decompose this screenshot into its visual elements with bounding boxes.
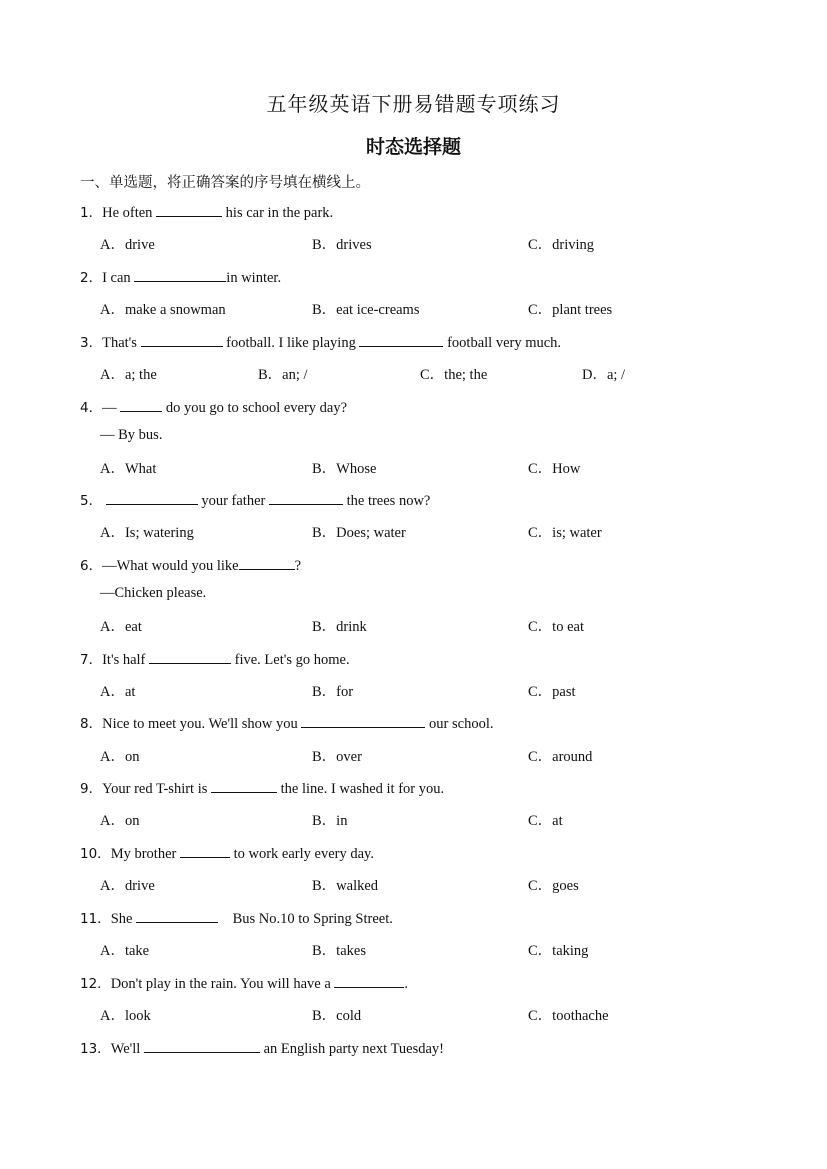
option-c[interactable]: C．plant trees [528, 302, 613, 318]
option-a[interactable]: A．at [100, 684, 136, 700]
option-b[interactable]: B．takes [312, 943, 366, 959]
answer-blank[interactable] [269, 490, 343, 505]
option-b[interactable]: B．Whose [312, 461, 377, 477]
question-number: 12． [80, 976, 111, 992]
option-b[interactable]: B．over [312, 749, 362, 765]
question-number: 4． [80, 400, 103, 416]
question-number: 2． [80, 270, 103, 286]
option-a[interactable]: A．a; the [100, 367, 157, 383]
option-a[interactable]: A．on [100, 813, 140, 829]
question-9 [80, 777, 444, 798]
option-b[interactable]: B．for [312, 684, 354, 700]
option-a[interactable]: A．drive [100, 237, 155, 253]
question-text: Your red T-shirt is [102, 781, 211, 797]
question-text: That's [102, 335, 141, 351]
question-text: to work early every day. [229, 846, 374, 862]
question-text: We'll [110, 1041, 144, 1057]
answer-blank[interactable] [156, 202, 222, 217]
question-text: I can [102, 270, 135, 286]
question-text: — [102, 400, 121, 416]
option-b[interactable]: B．drives [312, 237, 372, 253]
answer-blank[interactable] [136, 908, 218, 923]
question-6 [80, 554, 301, 575]
question-number: 5． [80, 493, 103, 509]
question-text: his car in the park. [222, 205, 334, 221]
option-c[interactable]: C．at [528, 813, 563, 829]
answer-blank[interactable] [144, 1038, 260, 1053]
question-text: your father [197, 493, 269, 509]
question-text: do you go to school every day? [162, 400, 348, 416]
question-3 [80, 331, 561, 352]
option-c[interactable]: C．is; water [528, 525, 602, 541]
option-c[interactable]: C．taking [528, 943, 589, 959]
question-text: in winter. [226, 270, 282, 286]
question-text: It's half [102, 652, 149, 668]
question-text: the line. I washed it for you. [277, 781, 445, 797]
question-text: football. I like playing [222, 335, 360, 351]
answer-blank[interactable] [106, 490, 198, 505]
page-title: 五年级英语下册易错题专项练习 [266, 92, 561, 116]
dialogue-line: — By bus. [100, 427, 163, 443]
question-number: 13． [80, 1041, 111, 1057]
question-12 [80, 972, 408, 993]
question-text: Nice to meet you. We'll show you [102, 716, 302, 732]
question-4 [80, 396, 347, 417]
option-a[interactable]: A．take [100, 943, 150, 959]
question-text: ? [294, 558, 302, 574]
question-number: 7． [80, 652, 103, 668]
question-text: . [404, 976, 409, 992]
option-b[interactable]: B．eat ice-creams [312, 302, 420, 318]
question-text: Don't play in the rain. You will have a [110, 976, 335, 992]
question-number: 1． [80, 205, 103, 221]
option-a[interactable]: A．eat [100, 619, 142, 635]
answer-blank[interactable] [301, 713, 425, 728]
option-c[interactable]: C．How [528, 461, 581, 477]
question-text: football very much. [443, 335, 562, 351]
option-a[interactable]: A．drive [100, 878, 155, 894]
question-5 [80, 489, 430, 510]
answer-blank[interactable] [120, 397, 162, 412]
question-7 [80, 648, 350, 669]
instruction: 一、单选题，将正确答案的序号填在横线上。 [80, 175, 370, 191]
option-d[interactable]: D．a; / [582, 367, 626, 383]
option-a[interactable]: A．What [100, 461, 157, 477]
question-text: Bus No.10 to Spring Street. [218, 911, 393, 927]
dialogue-line: —Chicken please. [100, 585, 207, 601]
question-number: 6． [80, 558, 103, 574]
option-a[interactable]: A．on [100, 749, 140, 765]
question-text: She [110, 911, 137, 927]
option-a[interactable]: A．look [100, 1008, 151, 1024]
option-a[interactable]: A．make a snowman [100, 302, 226, 318]
question-text: five. Let's go home. [231, 652, 350, 668]
question-1 [80, 201, 333, 222]
question-number: 10． [80, 846, 111, 862]
option-c[interactable]: C．to eat [528, 619, 584, 635]
option-b[interactable]: B．Does; water [312, 525, 406, 541]
question-text: My brother [110, 846, 180, 862]
question-text: the trees now? [342, 493, 431, 509]
question-text: an English party next Tuesday! [259, 1041, 445, 1057]
option-c[interactable]: C．the; the [420, 367, 488, 383]
question-number: 11． [80, 911, 111, 927]
option-a[interactable]: A．Is; watering [100, 525, 194, 541]
section-subtitle: 时态选择题 [365, 136, 461, 158]
option-b[interactable]: B．drink [312, 619, 367, 635]
question-text: our school. [425, 716, 494, 732]
answer-blank[interactable] [180, 843, 230, 858]
question-text: —What would you like [102, 558, 239, 574]
option-c[interactable]: C．toothache [528, 1008, 609, 1024]
question-text: He often [102, 205, 157, 221]
answer-blank[interactable] [334, 973, 404, 988]
question-10 [80, 842, 374, 863]
question-number: 3． [80, 335, 103, 351]
question-11 [80, 907, 393, 928]
option-c[interactable]: C．past [528, 684, 576, 700]
answer-blank[interactable] [149, 649, 231, 664]
option-b[interactable]: B．cold [312, 1008, 362, 1024]
question-number: 8． [80, 716, 103, 732]
answer-blank[interactable] [211, 778, 277, 793]
question-8 [80, 712, 493, 733]
option-c[interactable]: C．goes [528, 878, 579, 894]
answer-blank[interactable] [239, 555, 295, 570]
option-c[interactable]: C．driving [528, 237, 595, 253]
question-number: 9． [80, 781, 103, 797]
option-b[interactable]: B．an; / [258, 367, 308, 383]
answer-blank[interactable] [141, 332, 223, 347]
option-b[interactable]: B．walked [312, 878, 379, 894]
question-2 [80, 266, 281, 287]
option-b[interactable]: B．in [312, 813, 348, 829]
question-13 [80, 1037, 444, 1058]
answer-blank[interactable] [359, 332, 443, 347]
option-c[interactable]: C．around [528, 749, 593, 765]
answer-blank[interactable] [134, 267, 226, 282]
